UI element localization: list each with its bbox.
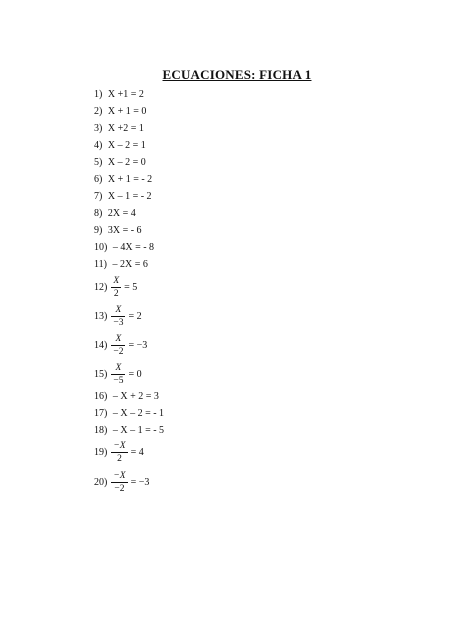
equation-15 <box>94 363 142 386</box>
equation-number: 14) <box>94 339 108 351</box>
equation-text: – 2X = 6 <box>112 259 148 270</box>
equation-number: 16) <box>94 391 108 402</box>
fraction-numerator: −X <box>113 471 126 481</box>
equation-number: 19) <box>94 446 108 458</box>
equation-number: 13) <box>94 310 108 322</box>
equation-5 <box>94 157 146 169</box>
equation-text: 2X = 4 <box>107 208 136 219</box>
fraction-numerator: X <box>113 276 120 286</box>
fraction-denominator: −5 <box>113 376 124 386</box>
equation-number: 1) <box>94 89 103 100</box>
equation-8 <box>94 208 136 220</box>
fraction <box>111 305 125 328</box>
equation-number: 2) <box>94 106 103 117</box>
equation-2 <box>94 106 146 118</box>
equation-number: 8) <box>94 208 103 219</box>
fraction-bar <box>111 452 127 453</box>
equation-16 <box>94 391 159 403</box>
fraction <box>111 363 125 386</box>
equation-number: 3) <box>94 123 103 134</box>
equation-text: – X – 2 = - 1 <box>112 408 165 419</box>
page-title: ECUACIONES: FICHA 1 <box>162 67 312 82</box>
equation-13 <box>94 305 142 328</box>
fraction-denominator: −2 <box>113 347 124 357</box>
equation-number: 18) <box>94 425 108 436</box>
equation-17 <box>94 408 164 420</box>
equation-number: 11) <box>94 259 107 270</box>
equation-number: 17) <box>94 408 108 419</box>
equation-10 <box>94 242 154 254</box>
equation-number: 10) <box>94 242 108 253</box>
equation-number: 4) <box>94 140 103 151</box>
equation-rhs: = 0 <box>128 368 142 380</box>
equation-text: – X – 1 = - 5 <box>112 425 165 436</box>
equation-6 <box>94 174 152 186</box>
equation-14 <box>94 334 147 357</box>
equation-19 <box>94 441 144 464</box>
fraction <box>111 471 127 494</box>
equation-number: 7) <box>94 191 103 202</box>
equation-rhs: = 5 <box>124 281 138 293</box>
fraction <box>111 441 127 464</box>
fraction-numerator: X <box>115 305 122 315</box>
equation-number: 15) <box>94 368 108 380</box>
equation-text: X +2 = 1 <box>107 123 144 134</box>
equation-rhs: = 2 <box>128 310 142 322</box>
equation-number: 9) <box>94 225 103 236</box>
equation-text: – X + 2 = 3 <box>112 391 159 402</box>
equation-12 <box>94 276 137 299</box>
equation-rhs: = −3 <box>128 339 148 351</box>
equation-text: X +1 = 2 <box>107 89 144 100</box>
equation-text: 3X = - 6 <box>107 225 142 236</box>
equation-text: X – 2 = 0 <box>107 157 146 168</box>
equation-text: X + 1 = 0 <box>107 106 147 117</box>
equation-rhs: = −3 <box>130 476 150 488</box>
equation-text: X – 2 = 1 <box>107 140 146 151</box>
equation-9 <box>94 225 142 237</box>
fraction-numerator: −X <box>113 441 126 451</box>
fraction-bar <box>111 374 125 375</box>
fraction-numerator: X <box>115 363 122 373</box>
equation-number: 20) <box>94 476 108 488</box>
equation-number: 5) <box>94 157 103 168</box>
fraction-numerator: X <box>115 334 122 344</box>
fraction-denominator: −3 <box>113 318 124 328</box>
equation-4 <box>94 140 146 152</box>
equation-text: – 4X = - 8 <box>112 242 155 253</box>
equation-18 <box>94 425 164 437</box>
equation-1 <box>94 89 144 101</box>
equation-20 <box>94 471 149 494</box>
fraction-bar <box>111 482 127 483</box>
equation-rhs: = 4 <box>130 446 144 458</box>
fraction-bar <box>111 316 125 317</box>
equation-11 <box>94 259 148 271</box>
fraction-bar <box>111 345 125 346</box>
fraction-denominator: −2 <box>114 484 125 494</box>
equation-text: X – 1 = - 2 <box>107 191 152 202</box>
equation-number: 12) <box>94 281 108 293</box>
equation-number: 6) <box>94 174 103 185</box>
fraction <box>111 276 121 299</box>
fraction <box>111 334 125 357</box>
equation-text: X + 1 = - 2 <box>107 174 153 185</box>
equation-3 <box>94 123 144 135</box>
fraction-denominator: 2 <box>113 289 119 299</box>
fraction-bar <box>111 287 121 288</box>
fraction-denominator: 2 <box>117 454 122 464</box>
equation-7 <box>94 191 152 203</box>
